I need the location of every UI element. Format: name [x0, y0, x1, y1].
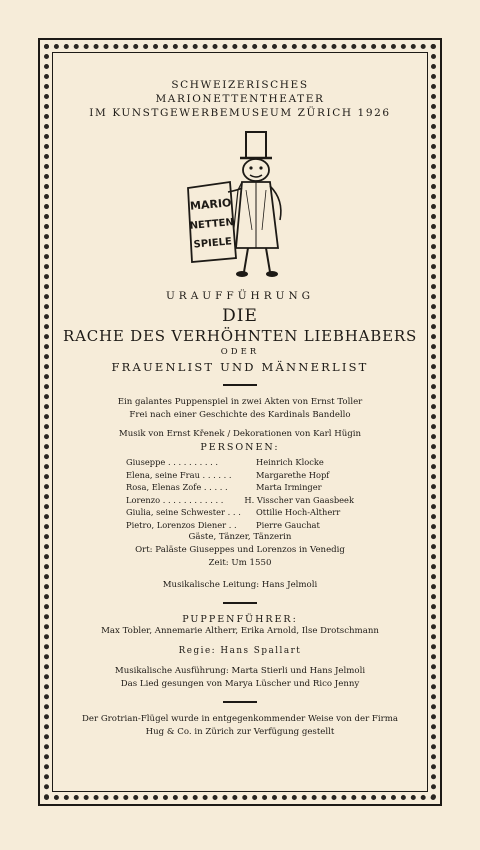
cast-actor: Marta Irminger	[256, 482, 322, 492]
setting-time: Zeit: Um 1550	[208, 558, 272, 568]
header-line-2: MARIONETTENTHEATER	[155, 93, 325, 105]
program-content	[58, 60, 422, 786]
puppeteers-heading: PUPPENFÜHRER:	[182, 614, 298, 625]
director: Regie: Hans Spallart	[178, 646, 302, 656]
cast-row	[126, 506, 354, 519]
cast-actor: Ottilie Hoch-Altherr	[256, 507, 341, 517]
cast-role: Giuseppe . . . . . . . . . .	[126, 457, 219, 467]
cast-actor: Pierre Gauchat	[256, 519, 320, 530]
description-line-2: Frei nach einer Geschichte des Kardinals Bandello	[129, 410, 351, 420]
music-direction: Musikalische Leitung: Hans Jelmoli	[162, 580, 318, 590]
description-line-3: Musik von Ernst Křenek / Dekorationen von Karl Hügin	[118, 429, 362, 439]
header-line-1: SCHWEIZERISCHES	[171, 79, 309, 91]
divider	[223, 602, 257, 604]
title-line-3: FRAUENLIST UND MÄNNERLIST	[111, 360, 369, 374]
divider	[223, 701, 257, 703]
song-performers: Das Lied gesungen von Marya Lüscher und Rico Jenny	[120, 679, 360, 689]
sign-text-3: SPIELE	[193, 236, 233, 251]
title-oder: ODER	[220, 347, 260, 357]
cast-row	[126, 481, 354, 494]
cast-role: Pietro, Lorenzos Diener . .	[126, 519, 237, 530]
cast-role: Elena, seine Frau . . . . . .	[126, 469, 232, 480]
cast-row	[126, 469, 354, 482]
cast-role: Rosa, Elenas Zofe . . . . .	[126, 482, 228, 492]
extras: Gäste, Tänzer, Tänzerin	[188, 532, 292, 542]
marionette-illustration	[180, 130, 300, 280]
header	[58, 78, 422, 120]
footer-line-2: Hug & Co. in Zürich zur Verfügung gestellt	[145, 727, 335, 737]
premiere-label: URAUFFÜHRUNG	[165, 290, 315, 302]
cast-actor: H. Visscher van Gaasbeek	[244, 494, 354, 505]
puppeteers-names: Max Tobler, Annemarie Altherr, Erika Arnold, Ilse Drotschmann	[101, 626, 379, 636]
sign-text-2: NETTEN	[189, 217, 235, 232]
cast-role: Lorenzo . . . . . . . . . . . .	[126, 494, 224, 505]
sign-text-1: MARIO	[189, 196, 232, 213]
setting-place: Ort: Paläste Giuseppes und Lorenzos in Venedig	[135, 545, 345, 555]
music-performance: Musikalische Ausführung: Marta Stierli und Hans Jelmoli	[114, 666, 366, 676]
title-main: DIE	[222, 306, 258, 326]
cast-row	[126, 519, 354, 532]
title-line-2: RACHE DES VERHÖHNTEN LIEBHABERS	[62, 327, 418, 345]
cast-actor: Heinrich Klocke	[256, 457, 324, 467]
description-line-1: Ein galantes Puppenspiel in zwei Akten von Ernst Toller	[117, 397, 363, 407]
divider	[223, 384, 257, 386]
cast-role: Giulia, seine Schwester . . .	[126, 507, 241, 517]
footer-line-1: Der Grotrian-Flügel wurde in entgegenkommender Weise von der Firma	[82, 714, 398, 724]
cast-row	[126, 456, 354, 469]
header-line-3: IM KUNSTGEWERBEMUSEUM ZÜRICH 1926	[89, 107, 391, 119]
cast-list	[126, 456, 354, 531]
cast-row	[126, 494, 354, 507]
personen-heading: PERSONEN:	[200, 442, 280, 453]
cast-actor: Margarethe Hopf	[256, 469, 330, 480]
